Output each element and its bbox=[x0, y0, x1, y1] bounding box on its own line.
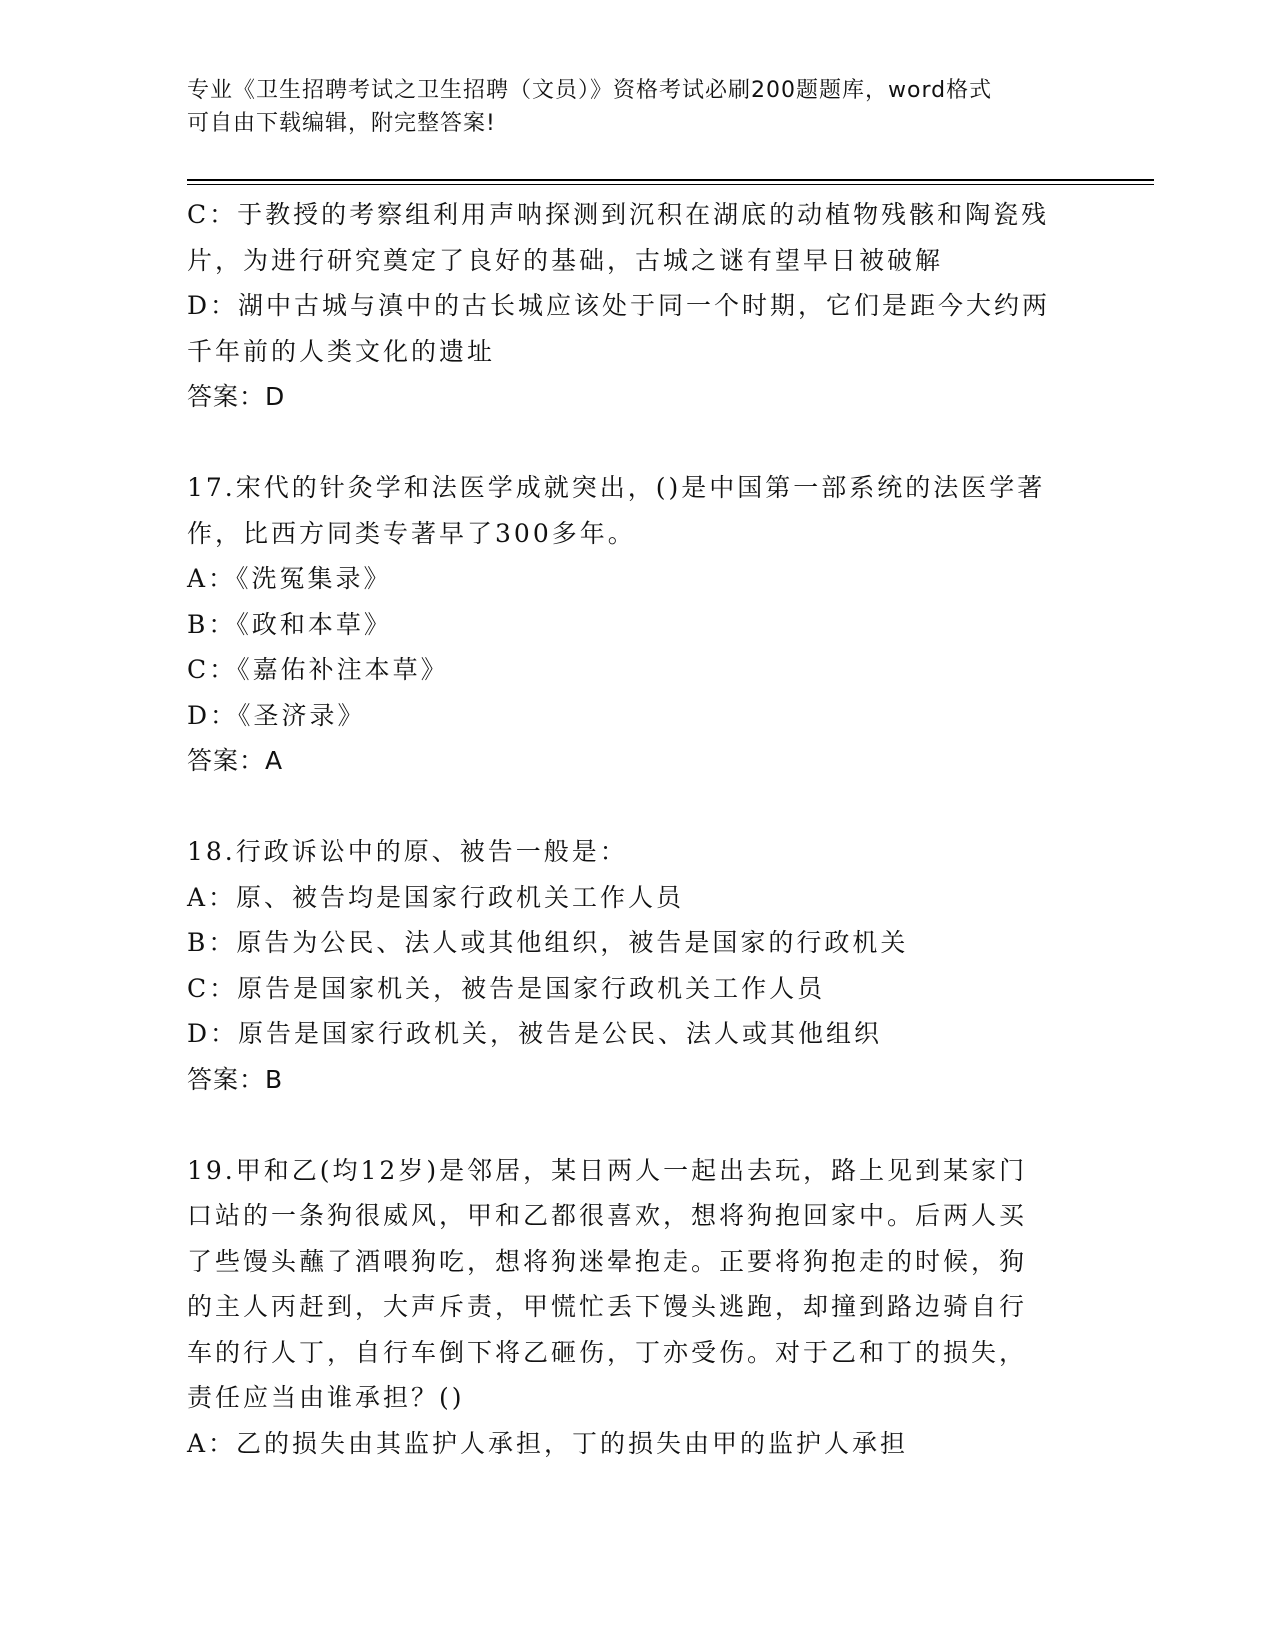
q19-stem-line-1: 19.甲和乙(均12岁)是邻居，某日两人一起出去玩，路上见到某家门 bbox=[187, 1155, 1028, 1185]
question-18 bbox=[187, 829, 1087, 1102]
q19-stem-line-5: 车的行人丁，自行车倒下将乙砸伤，丁亦受伤。对于乙和丁的损失， bbox=[187, 1337, 1028, 1367]
question-content bbox=[187, 192, 1087, 1466]
question-19 bbox=[187, 1148, 1087, 1467]
q16-option-d-line-1: D：湖中古城与滇中的古长城应该处于同一个时期，它们是距今大约两 bbox=[187, 291, 1051, 320]
q16-option-c-line-1: C：于教授的考察组利用声呐探测到沉积在湖底的动植物残骸和陶瓷残 bbox=[187, 200, 1050, 229]
q18-option-a: A：原、被告均是国家行政机关工作人员 bbox=[187, 882, 685, 912]
q18-option-d: D：原告是国家行政机关，被告是公民、法人或其他组织 bbox=[187, 1019, 883, 1048]
header-line-2: 可自由下载编辑，附完整答案! bbox=[187, 111, 496, 136]
q18-option-b: B：原告为公民、法人或其他组织，被告是国家的行政机关 bbox=[187, 928, 909, 957]
question-16 bbox=[187, 192, 1087, 420]
q16-option-d-line-2: 千年前的人类文化的遗址 bbox=[187, 336, 496, 366]
header-rule-thin bbox=[187, 184, 1154, 185]
header-rule-thick bbox=[187, 179, 1154, 181]
q18-answer: 答案：B bbox=[187, 1064, 284, 1094]
question-17 bbox=[187, 465, 1087, 784]
q17-option-c: C：《嘉佑补注本草》 bbox=[187, 655, 449, 684]
q18-stem: 18.行政诉讼中的原、被告一般是： bbox=[187, 837, 628, 866]
q17-option-d: D：《圣济录》 bbox=[187, 700, 366, 730]
q17-stem-line-2: 作，比西方同类专著早了300多年。 bbox=[187, 518, 636, 548]
document-header bbox=[187, 74, 1087, 140]
q17-answer: 答案：A bbox=[187, 746, 284, 775]
q16-answer: 答案：D bbox=[187, 382, 286, 411]
q19-stem-line-4: 的主人丙赶到，大声斥责，甲慌忙丢下馒头逃跑，却撞到路边骑自行 bbox=[187, 1292, 1028, 1321]
header-line-1: 专业《卫生招聘考试之卫生招聘（文员）》资格考试必刷200题题库，word格式 bbox=[187, 78, 993, 103]
q19-stem-line-2: 口站的一条狗很威风，甲和乙都很喜欢，想将狗抱回家中。后两人买 bbox=[187, 1201, 1028, 1230]
q18-option-c: C：原告是国家机关，被告是国家行政机关工作人员 bbox=[187, 973, 826, 1003]
q17-option-a: A：《洗冤集录》 bbox=[187, 564, 392, 593]
q17-option-b: B：《政和本草》 bbox=[187, 609, 392, 639]
q19-option-a: A：乙的损失由其监护人承担，丁的损失由甲的监护人承担 bbox=[187, 1428, 909, 1458]
q19-stem-line-3: 了些馒头蘸了酒喂狗吃，想将狗迷晕抱走。正要将狗抱走的时候，狗 bbox=[187, 1246, 1028, 1276]
q17-stem-line-1: 17.宋代的针灸学和法医学成就突出，()是中国第一部系统的法医学著 bbox=[187, 473, 1046, 502]
q16-option-c-line-2: 片，为进行研究奠定了良好的基础，古城之谜有望早日被破解 bbox=[187, 245, 944, 275]
q19-stem-line-6: 责任应当由谁承担？() bbox=[187, 1383, 465, 1412]
